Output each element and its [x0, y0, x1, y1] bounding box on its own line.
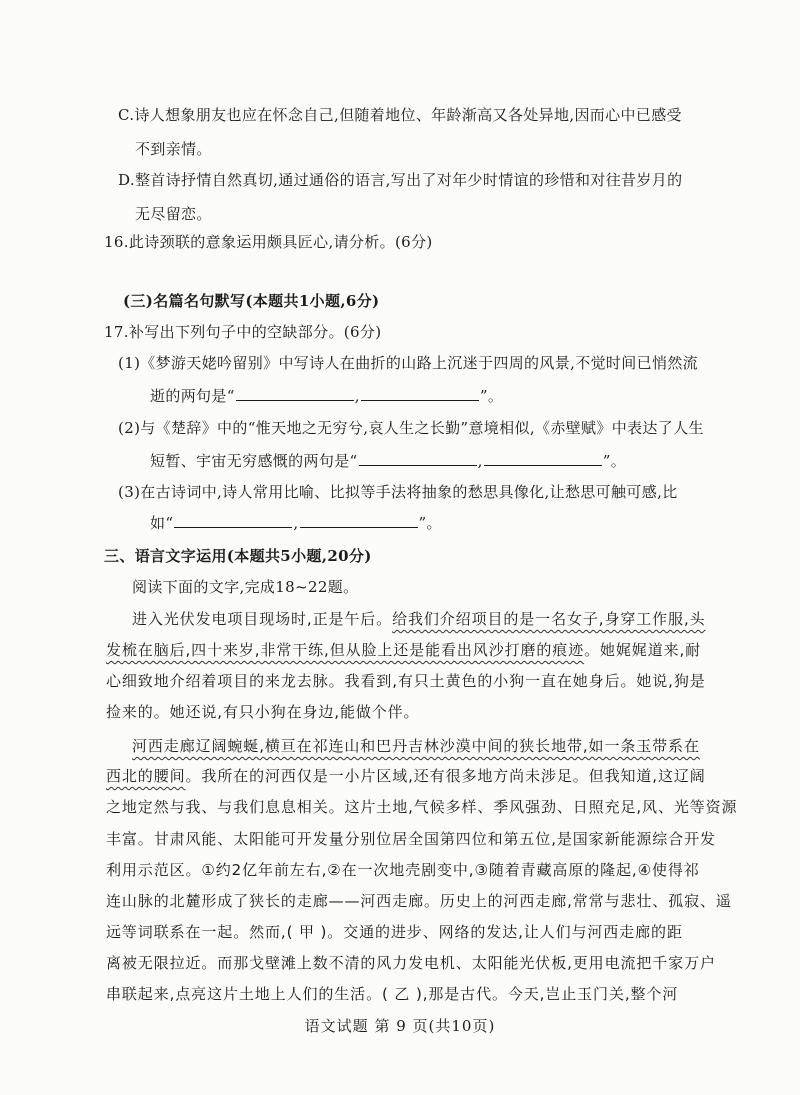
q15-option-c-line1: C.诗人想象朋友也应在怀念自己,但随着地位、年龄渐高又各处异地,因而心中已感受	[118, 106, 682, 124]
closing-quote: ”。	[602, 452, 627, 470]
passage-p1-line3: 心细致地介绍着项目的来龙去脉。我看到,有只土黄色的小狗一直在她身后。她说,狗是	[106, 672, 706, 690]
q15-option-d-line1: D.整首诗抒情自然真切,通过通俗的语言,写出了对年少时情谊的珍惜和对往昔岁月的	[118, 171, 683, 189]
q15-option-d-line2: 无尽留恋。	[135, 205, 212, 223]
q17-item2-line1: (2)与《楚辞》中的“惟天地之无穷兮,哀人生之长勤”意境相似,《赤壁赋》中表达了人生	[118, 419, 704, 437]
answer-blank[interactable]	[484, 450, 602, 466]
subsection-title: (三)名篇名句默写(本题共1小题,6分)	[123, 292, 380, 310]
section-instruction: 阅读下面的文字,完成18~22题。	[132, 578, 359, 596]
separator: ,	[293, 514, 299, 532]
passage-p2-line8: 离被无限拉近。而那戈壁滩上数不清的风力发电机、太阳能光伏板,更用电流把千家万户	[106, 954, 716, 972]
q17-stem: 17.补写出下列句子中的空缺部分。(6分)	[104, 323, 382, 341]
passage-p2-line3: 之地定然与我、与我们息息相关。这片土地,气候多样、季风强劲、日照充足,风、光等资源	[106, 798, 738, 816]
separator: ,	[354, 387, 360, 405]
passage-p2-line1	[132, 736, 700, 756]
answer-blank[interactable]	[361, 385, 479, 401]
q17-item3-prefix: 如“	[150, 514, 174, 532]
q17-item1-line2	[150, 385, 503, 406]
q15-option-c-line2: 不到亲情。	[135, 140, 212, 158]
passage-p2-line6: 连山脉的北麓形成了狭长的走廊——河西走廊。历史上的河西走廊,常常与悲壮、孤寂、遥	[106, 892, 732, 910]
page-footer: 语文试题 第 9 页(共10页)	[304, 1017, 496, 1035]
q17-item2-prefix: 短暂、宇宙无穷感慨的两句是“	[150, 452, 358, 470]
closing-quote: ”。	[479, 387, 504, 405]
separator: ,	[477, 452, 483, 470]
q17-item2-line2	[150, 450, 626, 471]
q17-item1-prefix: 逝的两句是“	[150, 387, 235, 405]
passage-p2-line9: 串联起来,点亮这片土地上人们的生活。( 乙 ),那是古代。今天,岂止玉门关,整个河	[106, 985, 679, 1003]
answer-blank[interactable]	[359, 450, 477, 466]
passage-p1-line2	[106, 640, 701, 660]
closing-quote: ”。	[418, 514, 442, 532]
passage-p2-line4: 丰富。甘肃风能、太阳能可开发量分别位居全国第四位和第五位,是国家新能源综合开发	[106, 830, 716, 848]
passage-text: 。我所在的河西仅是一小片区域,还有很多地方尚未涉足。但我知道,这辽阔	[185, 767, 706, 785]
underlined-sentence: 河西走廊辽阔蜿蜒,横亘在祁连山和巴丹吉林沙漠中间的狭长地带,如一条玉带系在	[132, 737, 700, 755]
answer-blank[interactable]	[236, 385, 354, 401]
underlined-sentence: 发梳在脑后,四十来岁,非常干练,但从脸上还是能看出风沙打磨的痕迹	[106, 641, 585, 659]
passage-p1-line1	[132, 609, 706, 629]
answer-blank[interactable]	[174, 512, 292, 528]
underlined-sentence: 给我们介绍项目的是一名女子,身穿工作服,头	[392, 610, 706, 628]
underlined-sentence: 西北的腰间	[106, 767, 186, 785]
passage-text: 。她娓娓道来,耐	[584, 641, 702, 659]
q17-item3-line1: (3)在古诗词中,诗人常用比喻、比拟等手法将抽象的愁思具像化,让愁思可触可感,比	[118, 483, 678, 501]
passage-p1-line4: 捡来的。她还说,有只小狗在身边,能做个伴。	[106, 703, 420, 721]
passage-p2-line7: 远等词联系在一起。然而,( 甲 )。交通的进步、网络的发达,让人们与河西走廊的距	[106, 923, 683, 941]
passage-text: 进入光伏发电项目现场时,正是午后。	[132, 610, 393, 628]
q17-item3-line2	[150, 512, 442, 533]
q16-text: 16.此诗颈联的意象运用颇具匠心,请分析。(6分)	[104, 233, 433, 251]
section-title: 三、语言文字运用(本题共5小题,20分)	[104, 547, 372, 565]
passage-p2-line2	[106, 766, 706, 786]
q17-item1-line1: (1)《梦游天姥吟留别》中写诗人在曲折的山路上沉迷于四周的风景,不觉时间已悄然流	[118, 354, 699, 372]
passage-p2-line5: 利用示范区。①约2亿年前左右,②在一次地壳剧变中,③随着青藏高原的隆起,④使得祁	[106, 861, 700, 879]
answer-blank[interactable]	[300, 512, 418, 528]
